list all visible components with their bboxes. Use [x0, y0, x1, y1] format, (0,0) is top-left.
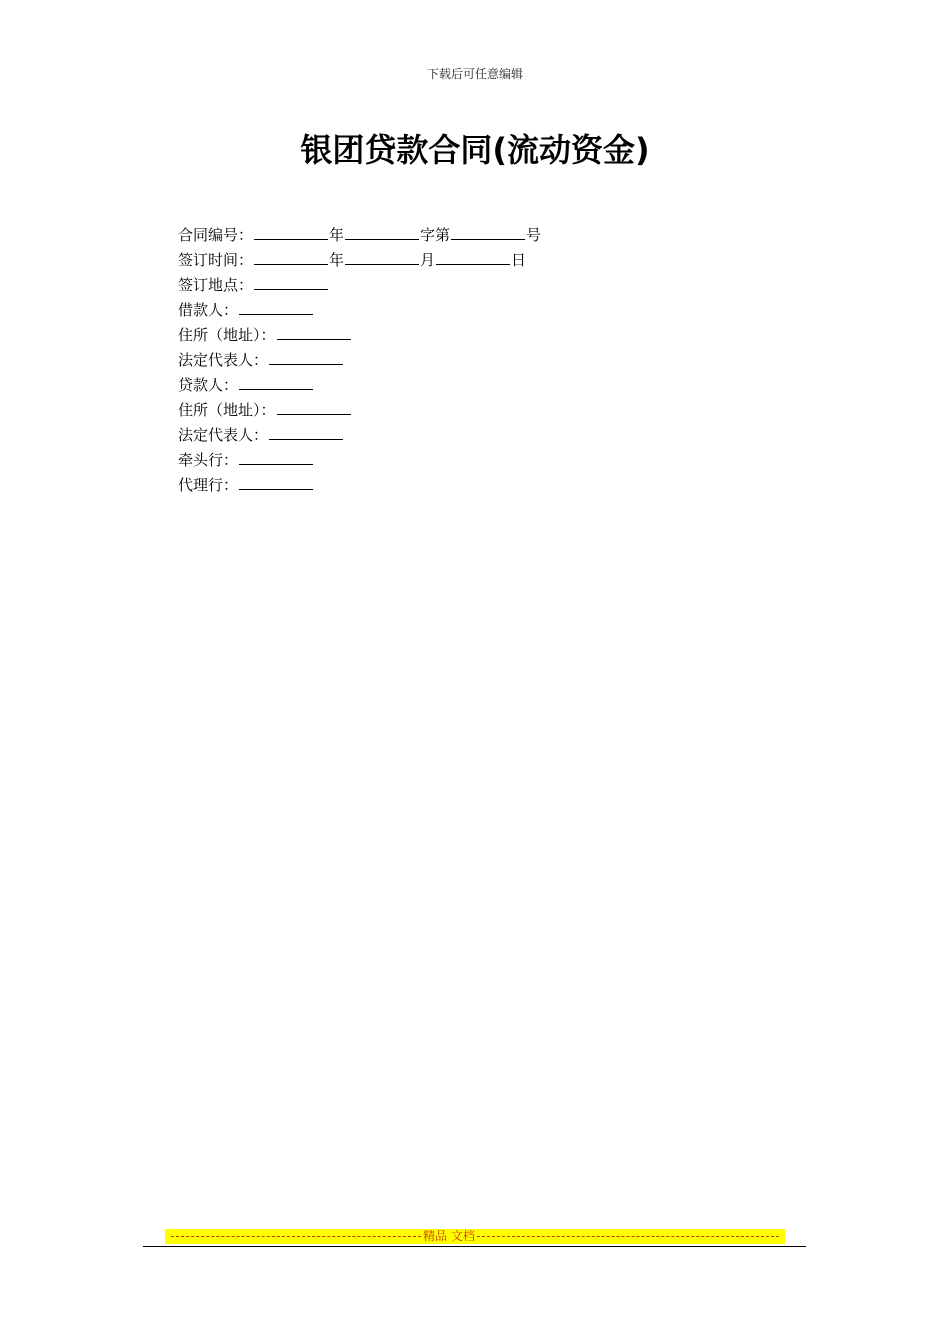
field-label: 牵头行： [178, 451, 239, 469]
page-header-note: 下载后可任意编辑 [426, 67, 523, 81]
field-label: 贷款人： [178, 376, 239, 394]
blank-line [269, 425, 343, 440]
footer-band-text: 精品 文档 [423, 1229, 475, 1243]
field-separator: 字第 [420, 226, 451, 244]
field-separator: 日 [511, 251, 527, 269]
blank-line [277, 400, 351, 415]
field-lender [178, 373, 778, 398]
blank-line [345, 250, 419, 265]
field-sign-place [178, 273, 778, 298]
field-label: 签订时间： [178, 251, 254, 269]
field-label: 合同编号： [178, 226, 254, 244]
field-separator: 号 [526, 226, 542, 244]
field-borrower-representative [178, 348, 778, 373]
field-label: 住所（地址）： [178, 326, 276, 344]
blank-line [239, 475, 313, 490]
document-title: 银团贷款合同(流动资金) [300, 131, 650, 169]
field-separator: 年 [329, 251, 345, 269]
blank-line [269, 350, 343, 365]
field-label: 借款人： [178, 301, 239, 319]
field-borrower [178, 298, 778, 323]
field-label: 代理行： [178, 476, 239, 494]
footer-dash-right [477, 1236, 779, 1237]
field-sign-time [178, 248, 778, 273]
field-borrower-address [178, 323, 778, 348]
field-agent-bank [178, 473, 778, 498]
blank-line [254, 275, 328, 290]
field-label: 法定代表人： [178, 351, 269, 369]
field-label: 签订地点： [178, 276, 254, 294]
field-lender-representative [178, 423, 778, 448]
blank-line [436, 250, 510, 265]
field-separator: 月 [420, 251, 436, 269]
field-label: 法定代表人： [178, 426, 269, 444]
blank-line [239, 450, 313, 465]
field-contract-number [178, 223, 778, 248]
footer-highlight-band [165, 1229, 785, 1244]
contract-fields [178, 223, 778, 498]
footer-dash-left [171, 1236, 421, 1237]
blank-line [254, 250, 328, 265]
field-separator: 年 [329, 226, 345, 244]
blank-line [345, 225, 419, 240]
blank-line [277, 325, 351, 340]
blank-line [239, 375, 313, 390]
blank-line [254, 225, 328, 240]
blank-line [451, 225, 525, 240]
blank-line [239, 300, 313, 315]
field-lead-bank [178, 448, 778, 473]
field-lender-address [178, 398, 778, 423]
footer-rule [143, 1246, 806, 1247]
field-label: 住所（地址）： [178, 401, 276, 419]
